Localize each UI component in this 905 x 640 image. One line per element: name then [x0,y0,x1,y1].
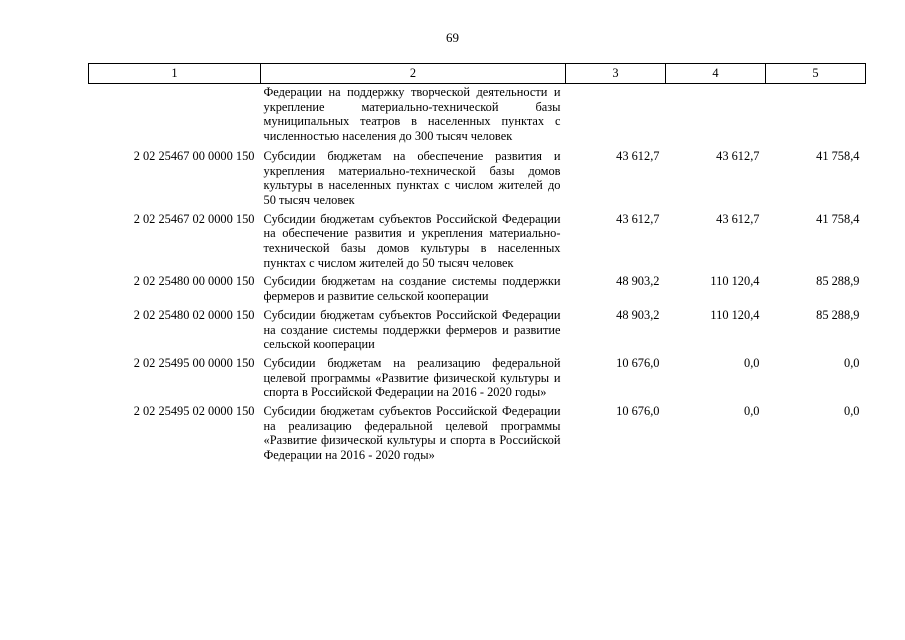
column-header-4: 4 [666,64,766,84]
row-value-col5: 41 758,4 [816,211,860,226]
row-description: Субсидии бюджетам на создание системы поддержки фермеров и развитие сельской кооперации [263,274,561,304]
table-body [89,84,866,463]
continuation-description: Федерации на поддержку творческой деятельности и укрепление материально-технической базы муниципальных театров в населенных пунктах с численностью населения до 300 тысяч человек [263,85,561,144]
row-value-col3: 43 612,7 [616,211,660,226]
header-row [89,64,866,84]
row-value-col4: 0,0 [744,404,760,419]
table-row [89,145,866,208]
row-description: Субсидии бюджетам на обеспечение развития и укрепления материально-технической базы домов культуры в населенных пунктах с числом жителей до 50 тысяч человек [263,148,561,207]
row-value-col3: 43 612,7 [616,148,660,163]
row-value-col3: 48 903,2 [616,274,660,289]
row-code: 2 02 25480 02 0000 150 [133,307,255,322]
row-value-col3: 10 676,0 [616,355,660,370]
row-code: 2 02 25480 00 0000 150 [133,274,255,289]
row-value-col4: 110 120,4 [710,307,760,322]
continuation-value-3 [566,84,666,145]
row-description: Субсидии бюджетам субъектов Российской Федерации на обеспечение развития и укрепления материально-технической базы домов культуры в населенных пунктах с числом жителей до 50 тысяч человек [263,211,561,270]
table-row [89,400,866,463]
continuation-row [89,84,866,145]
row-description: Субсидии бюджетам субъектов Российской Федерации на реализацию федеральной целевой программы «Развитие физической культуры и спорта в Российской Федерации на 2016 - 2020 годы» [263,404,561,463]
table-row [89,270,866,303]
row-value-col4: 0,0 [744,355,760,370]
column-header-1: 1 [89,64,261,84]
continuation-value-4 [666,84,766,145]
row-code: 2 02 25495 02 0000 150 [133,404,255,419]
row-value-col4: 43 612,7 [716,211,760,226]
row-value-col5: 85 288,9 [816,274,860,289]
row-value-col3: 48 903,2 [616,307,660,322]
column-header-2: 2 [261,64,566,84]
table-row [89,208,866,271]
row-code: 2 02 25467 02 0000 150 [133,211,255,226]
row-value-col3: 10 676,0 [616,404,660,419]
column-header-5: 5 [766,64,866,84]
row-value-col5: 0,0 [844,404,860,419]
table-header [89,64,866,84]
table-row [89,352,866,400]
row-description: Субсидии бюджетам на реализацию федеральной целевой программы «Развитие физической культуры и спорта в Российской Федерации на 2016 - 2020 годы» [263,355,561,400]
table-row [89,304,866,352]
row-value-col5: 41 758,4 [816,148,860,163]
row-value-col5: 85 288,9 [816,307,860,322]
continuation-value-5 [766,84,866,145]
budget-revenue-table [88,63,866,463]
row-code: 2 02 25467 00 0000 150 [133,148,255,163]
row-description: Субсидии бюджетам субъектов Российской Федерации на создание системы поддержки фермеров и развитие сельской кооперации [263,307,561,352]
row-value-col4: 43 612,7 [716,148,760,163]
row-value-col5: 0,0 [844,355,860,370]
column-header-3: 3 [566,64,666,84]
row-code: 2 02 25495 00 0000 150 [133,355,255,370]
page-number: 69 [446,30,459,45]
row-value-col4: 110 120,4 [710,274,760,289]
continuation-code-cell [89,84,261,145]
